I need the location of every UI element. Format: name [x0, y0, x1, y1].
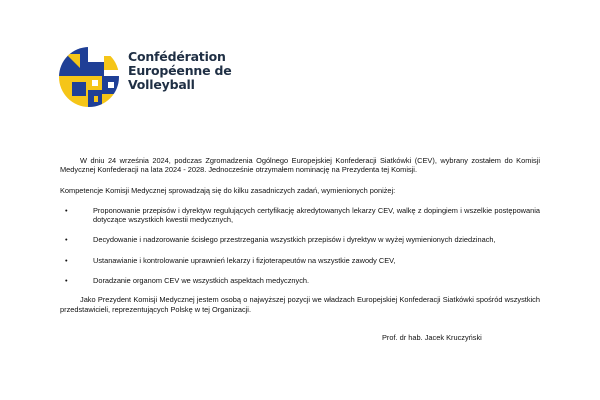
brand-line-1: Confédération: [128, 49, 226, 64]
tasks-list: [60, 206, 540, 285]
cev-logo-icon: [58, 46, 120, 108]
list-item: [60, 235, 540, 244]
list-item: [60, 206, 540, 225]
list-item: [60, 276, 540, 285]
list-item: [60, 256, 540, 265]
list-item-text: Decydowanie i nadzorowanie ścisłego przestrzegania wszystkich przepisów i dyrektyw w wyżej wymienionych dziedzinach,: [93, 235, 496, 245]
document-body: [60, 156, 540, 314]
bullet-icon: •: [65, 235, 68, 245]
brand-line-3: Volleyball: [128, 77, 195, 92]
bullet-icon: •: [65, 205, 68, 215]
list-item-text: Ustanawianie i kontrolowanie uprawnień lekarzy i fizjoterapeutów na wszystkie zawody CEV,: [93, 255, 396, 265]
list-item-text: Doradzanie organom CEV we wszystkich aspektach medycznych.: [93, 276, 310, 286]
intro-paragraph: W dniu 24 września 2024, podczas Zgromadzenia Ogólnego Europejskiej Konfederacji Siatkówki (CEV), wybrany zostałem do Komisji Medycznej Konfederacji na lata 2024 - 2028. Jednocześnie otrzymałem nominację na Prezydenta tej Komisji.: [60, 156, 540, 175]
competences-intro: Kompetencje Komisji Medycznej sprowadzają się do kilku zasadniczych zadań, wymienionych poniżej:: [60, 185, 396, 195]
brand-line-2: Européenne de: [128, 63, 232, 78]
signature: Prof. dr hab. Jacek Kruczyński: [382, 333, 482, 342]
bullet-icon: •: [65, 276, 68, 286]
brand-name: [128, 50, 232, 92]
closing-paragraph: Jako Prezydent Komisji Medycznej jestem osobą o najwyższej pozycji we władzach Europejskiej Konfederacji Siatkówki spośród wszystkich przedstawicieli, reprezentujących Polskę w tej Organizacji.: [60, 295, 540, 314]
bullet-icon: •: [65, 255, 68, 265]
list-item-text: Proponowanie przepisów i dyrektyw regulujących certyfikację akredytowanych lekarzy CEV, walkę z dopingiem i wszelkie postępowania dotyczące wszystkich kwestii medycznych,: [93, 205, 540, 225]
